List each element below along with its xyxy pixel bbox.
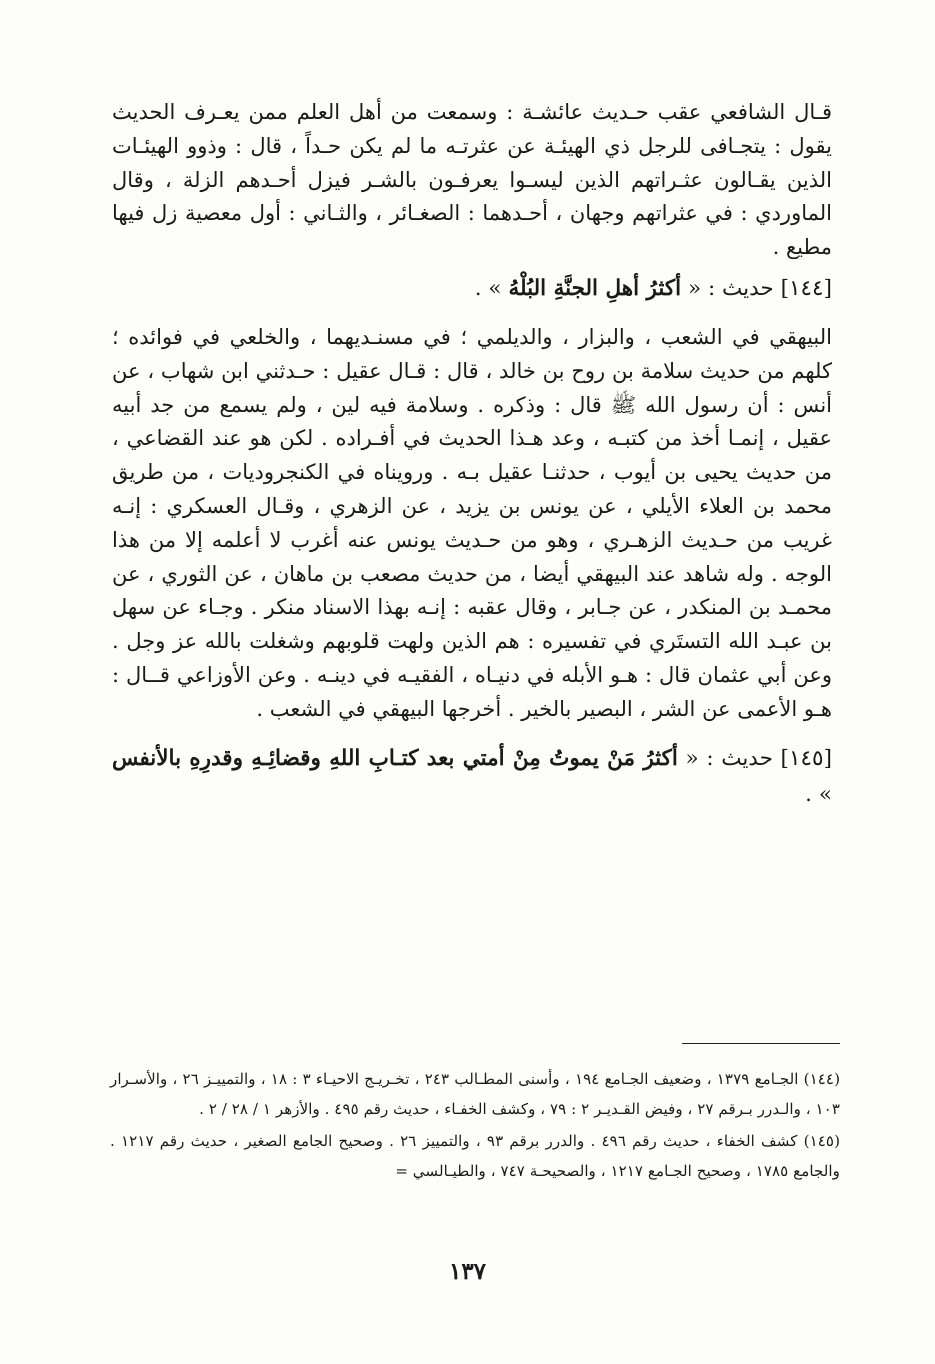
- hadith-145-text: أكثرُ مَنْ يموتُ مِنْ أمتي بعد كتـابِ اللهِ وقضائِـهِ وقدرِهِ بالأنفس: [112, 745, 678, 771]
- main-text: [112, 96, 832, 827]
- footnote-145: (١٤٥) كشف الخفاء ، حديث رقم ٤٩٦ . والدرر برقم ٩٣ ، والتمييز ٢٦ . وصحيح الجامع الصغير ، حديث رقم ١٢١٧ . والجامع ١٧٨٥ ، وصحيح الجـامع ١٢١٧ ، والصحيحـة ٧٤٧ ، والطيـالسي =: [110, 1132, 841, 1180]
- hadith-144-text: أكثرُ أهلِ الجنَّةِ البُلْهُ: [508, 275, 682, 301]
- footnote-144: (١٤٤) الجـامع ١٣٧٩ ، وضعيف الجـامع ١٩٤ ، وأسنى المطـالب ٢٤٣ ، تخـريـج الاحيـاء ٣ : ١٨ ، والتمييـز ٢٦ ، والأسـرار ١٠٣ ، والـدرر بـرقم ٢٧ ، وفيض القـديـر ٢ : ٧٩ ، وكشف الخفـاء ، حديث رقم ٤٩٥ . والأزهر ١ / ٢٨ / ٢ .: [110, 1070, 841, 1118]
- hadith-145-number: [١٤٥]: [780, 745, 832, 771]
- hadith-145-suffix: » .: [805, 781, 832, 807]
- hadith-144-number: [١٤٤]: [780, 275, 832, 301]
- intro-paragraph: قـال الشافعي عقب حـديث عائشـة : وسمعت من أهل العلم ممن يعـرف الحديث يقول : يتجـافى للرجل ذي الهيئـة عن عثرتـه ما لم يكن حـداً ، قال : وذوو الهيئـات الذين يقـالون عثـراتهم الذين ليسـوا يعرفـون بالشـر فيزل أحـدهم الزلة ، وقال الماوردي : في عثراتهم وجهان ، أحـدهما : الصغـائر ، والثـاني : أول معصية زل فيها مطيع .: [112, 100, 832, 260]
- hadith-145-heading: [112, 741, 832, 813]
- hadith-144-heading: [112, 271, 832, 307]
- hadith-145-prefix: حديث : «: [685, 745, 773, 771]
- footnote-separator: [682, 1043, 840, 1044]
- hadith-144-suffix: » .: [474, 275, 502, 301]
- commentary-144: البيهقي في الشعب ، والبزار ، والديلمي ؛ في مسنـديهما ، والخلعي في فوائده ؛ كلهم من حديث سلامة بن روح بن خالد ، قال : قـال عقيل : حـدثني ابن شهاب ، عن أنس : أن رسول الله ﷺ قال : وذكره . وسلامة فيه لين ، ولم يسمع من جد أبيه عقيل ، إنمـا أخذ من كتبـه ، وعد هـذا الحديث في أفـراده . لكن هو عند القضاعي ، من حديث يحيى بن أيوب ، حدثنـا عقيل بـه . ورويناه في الكنجروديات ، من طريق محمد بن العلاء الأيلي ، عن يونس بن يزيد ، عن الزهري ، وقـال العسكري : إنـه غريب من حـديث الزهـري ، وهو من حـديث يونس عنه أغرب لا أعلمه إلا من هذا الوجه . وله شاهد عند البيهقي أيضا ، من حديث مصعب بن ماهان ، عن الثوري ، عن محمـد بن المنكدر ، عن جـابر ، وقال عقبه : إنـه بهذا الاسناد منكر . وجـاء عن سهل بن عبـد الله التستَري في تفسيره : هم الذين ولهت قلوبهم وشغلت بالله عز وجل . وعن أبي عثمان قال : هـو الأبله في دنيـاه ، الفقيـه في دينـه . وعن الأوزاعي قــال : هـو الأعمى عن الشر ، البصير بالخير . أخرجها البيهقي في الشعب .: [112, 324, 832, 721]
- page-number: ١٣٧: [448, 1258, 487, 1285]
- hadith-144-prefix: حديث : «: [687, 275, 774, 301]
- footnotes: [110, 1064, 840, 1188]
